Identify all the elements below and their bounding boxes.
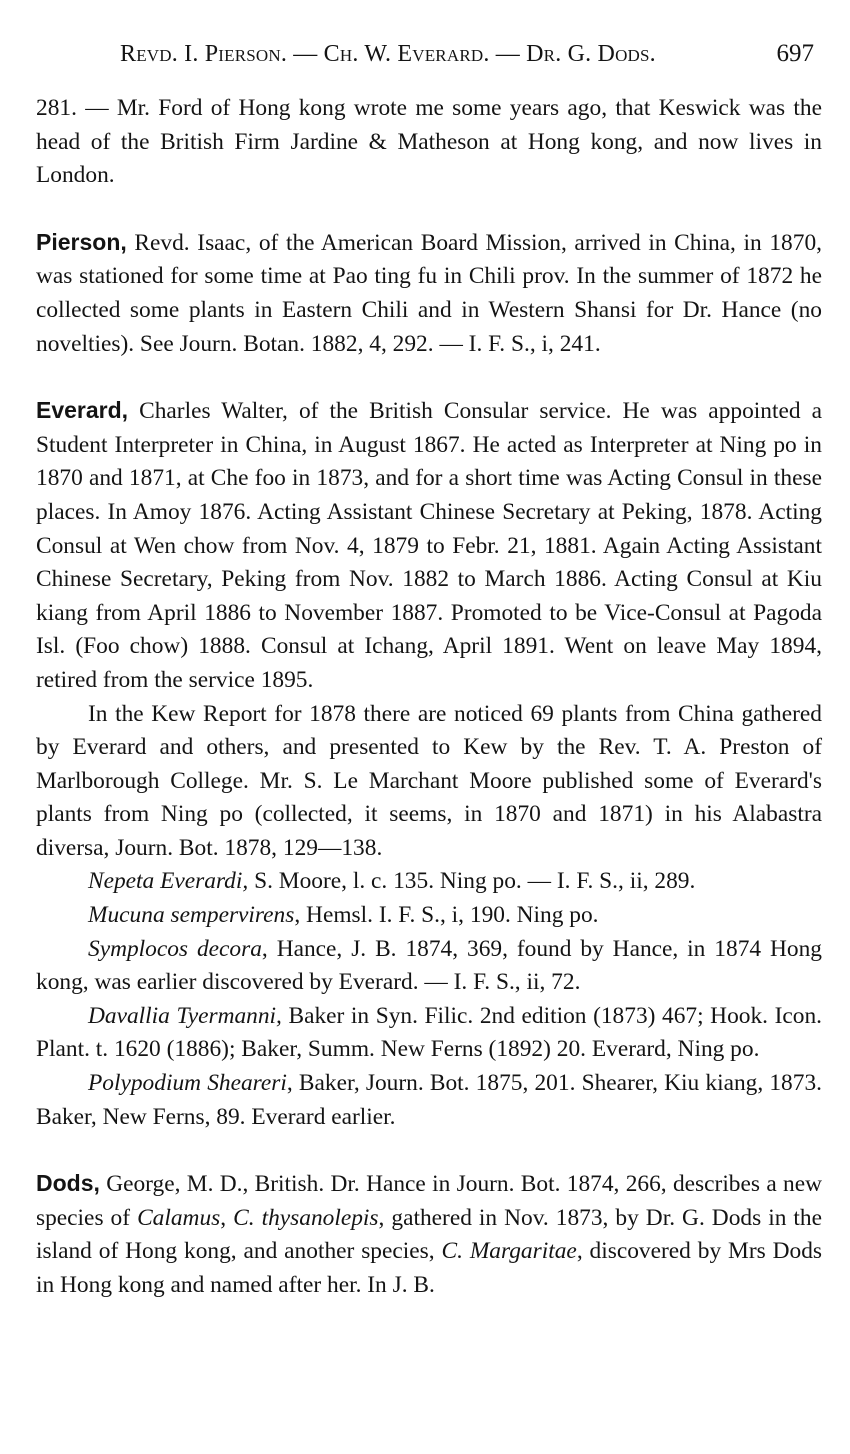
entry-dods: [36, 1167, 822, 1302]
entry-name-dods: Dods,: [36, 1170, 100, 1197]
entry-text-dods-3: , gathered in Nov. 1873, by Dr. G. Dods in the island of Hong kong, and another species,: [36, 1204, 822, 1265]
entry-name-everard: Everard,: [36, 397, 129, 424]
species-entry: [36, 1000, 822, 1067]
species-name: C. thysanolepis: [233, 1204, 379, 1231]
entry-text-dods-1: George, M. D., British. Dr. Hance in Journ. Bot. 1874, 266, describes a new species of: [36, 1171, 822, 1231]
species-name: Davallia Tyermanni,: [88, 1002, 282, 1029]
species-citation: S. Moore, l. c. 135. Ning po. — I. F. S., ii, 289.: [248, 868, 696, 895]
everard-kew-report: In the Kew Report for 1878 there are noticed 69 plants from China gathered by Everard and others, and presented to Kew by the Rev. T. A. Preston of Marlborough College. Mr. S. Le Marchant Moore published some of Everard's plants from Ning po (collected, it seems, in 1870 and 1871) in his Alabastra diversa, Journ. Bot. 1878, 129—138.: [36, 700, 822, 861]
species-entry: [36, 933, 822, 1000]
species-name: Nepeta Everardi,: [88, 868, 249, 895]
entry-pierson: [36, 226, 822, 361]
species-entry: [36, 1067, 822, 1134]
entry-name-pierson: Pierson,: [36, 228, 127, 255]
species-name: C. Margaritae: [441, 1238, 577, 1265]
body-text: [36, 92, 822, 1303]
page-number: 697: [776, 40, 814, 67]
species-name: Polypodium Sheareri: [88, 1070, 287, 1097]
page-header: [38, 36, 814, 72]
species-citation: , Baker, Journ. Bot. 1875, 201. Shearer, Kiu kiang, 1873. Baker, New Ferns, 89. Everard earlier.: [36, 1070, 822, 1130]
species-citation: , Hemsl. I. F. S., i, 190. Ning po.: [294, 902, 599, 929]
species-entry: [36, 899, 822, 933]
species-name: Symplocos decora: [88, 935, 262, 962]
entry-text-dods-4: , discovered by Mrs Dods in Hong kong and named after her. In J. B.: [36, 1238, 822, 1298]
footnote-281: 281. — Mr. Ford of Hong kong wrote me some years ago, that Keswick was the head of the British Firm Jardine & Matheson at Hong kong, and now lives in London.: [36, 95, 822, 189]
running-head: Revd. I. Pierson. — Ch. W. Everard. — Dr. G. Dods.: [120, 41, 656, 67]
species-name: Mucuna sempervirens: [88, 902, 295, 929]
genus-name: Calamus: [137, 1204, 221, 1231]
entry-text-dods-2: ,: [220, 1204, 234, 1231]
species-citation: Baker in Syn. Filic. 2nd edition (1873) 467; Hook. Icon. Plant. t. 1620 (1886); Baker, Summ. New Ferns (1892) 20. Everard, Ning po.: [36, 1002, 822, 1063]
entry-everard: [36, 394, 822, 697]
entry-text-everard: Charles Walter, of the British Consular service. He was appointed a Student Interpreter in China, in August 1867. He acted as Interpreter at Ning po in 1870 and 1871, at Che foo in 1873, and for a short time was Acting Consul in these places. In Amoy 1876. Acting Assistant Chinese Secretary at Peking, 1878. Acting Consul at Wen chow from Nov. 4, 1879 to Febr. 21, 1881. Again Acting Assistant Chinese Secretary, Peking from Nov. 1882 to March 1886. Acting Consul at Kiu kiang from April 1886 to November 1887. Promoted to be Vice-Consul at Pagoda Isl. (Foo chow) 1888. Consul at Ichang, April 1891. Went on leave May 1894, retired from the service 1895.: [36, 398, 822, 693]
species-entry: [36, 865, 822, 899]
species-citation: , Hance, J. B. 1874, 369, found by Hance, in 1874 Hong kong, was earlier discovered by Everard. — I. F. S., ii, 72.: [36, 935, 822, 996]
entry-text-pierson: Revd. Isaac, of the American Board Mission, arrived in China, in 1870, was stationed for some time at Pao ting fu in Chili prov. In the summer of 1872 he collected some plants in Eastern Chili and in Western Shansi for Dr. Hance (no novelties). See Journ. Botan. 1882, 4, 292. — I. F. S., i, 241.: [36, 229, 822, 357]
